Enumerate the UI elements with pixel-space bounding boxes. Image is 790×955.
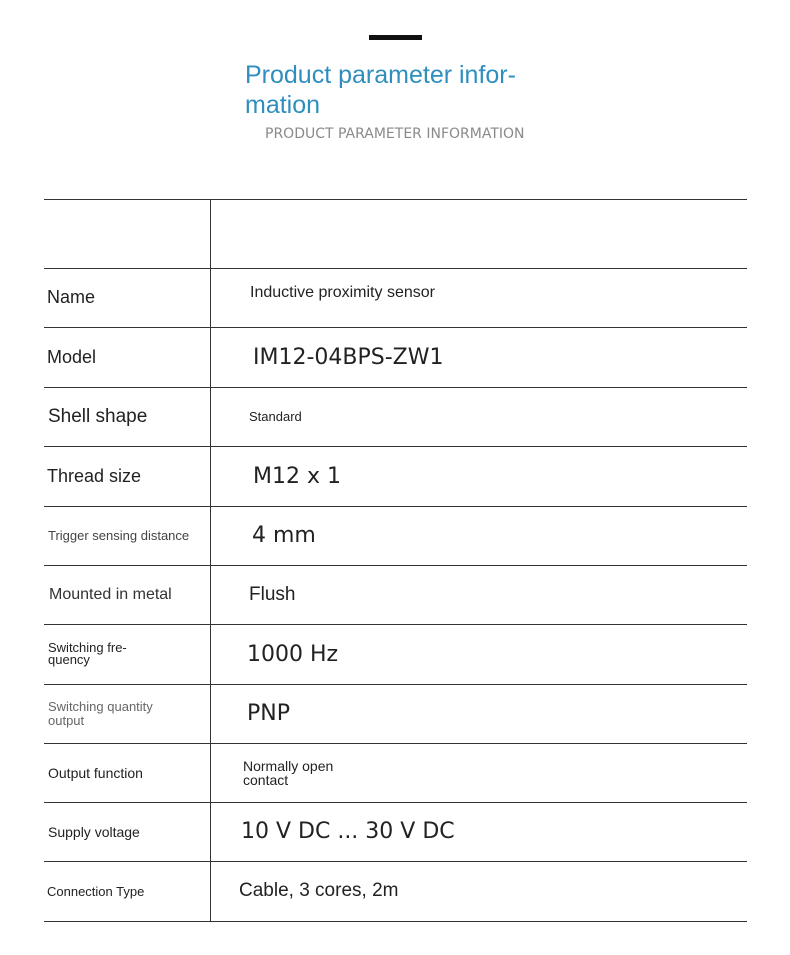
table-row-label: Output function <box>48 764 143 781</box>
table-row-label: Thread size <box>47 465 142 486</box>
table-row-value: Flush <box>249 583 296 605</box>
table-rule <box>44 921 747 922</box>
table-row-label: Name <box>47 287 96 307</box>
table-row-value: M12 x 1 <box>253 463 341 489</box>
table-row-label: Connection Type <box>47 883 145 899</box>
table-row-value: Standard <box>249 409 302 424</box>
table-row-label: Supply voltage <box>48 823 140 840</box>
table-row-value: Cable, 3 cores, 2m <box>239 880 399 901</box>
table-row-label: Switching fre-quency <box>48 640 127 667</box>
header-accent-bar <box>369 35 422 40</box>
table-row-label: Switching quantity output <box>48 698 153 728</box>
table-row-value: IM12-04BPS-ZW1 <box>253 344 444 370</box>
table-row-value: 10 V DC ... 30 V DC <box>241 819 455 844</box>
table-row-label: Mounted in metal <box>49 585 172 603</box>
table-row-value: Normally open contact <box>243 757 334 788</box>
table-row-label: Model <box>47 346 97 367</box>
table-row-value: Inductive proximity sensor <box>250 284 435 301</box>
table-row-value: PNP <box>247 701 290 726</box>
page-title: Product parameter infor-mation <box>245 61 516 119</box>
table-column-divider <box>210 199 211 922</box>
table-row-label: Trigger sensing distance <box>48 528 190 543</box>
page-subtitle: PRODUCT PARAMETER INFORMATION <box>265 126 525 142</box>
parameter-table <box>44 199 747 922</box>
table-row-value: 4 mm <box>252 523 316 548</box>
table-row-label: Shell shape <box>48 405 148 427</box>
table-rule <box>44 199 747 200</box>
table-row-value: 1000 Hz <box>247 641 339 667</box>
